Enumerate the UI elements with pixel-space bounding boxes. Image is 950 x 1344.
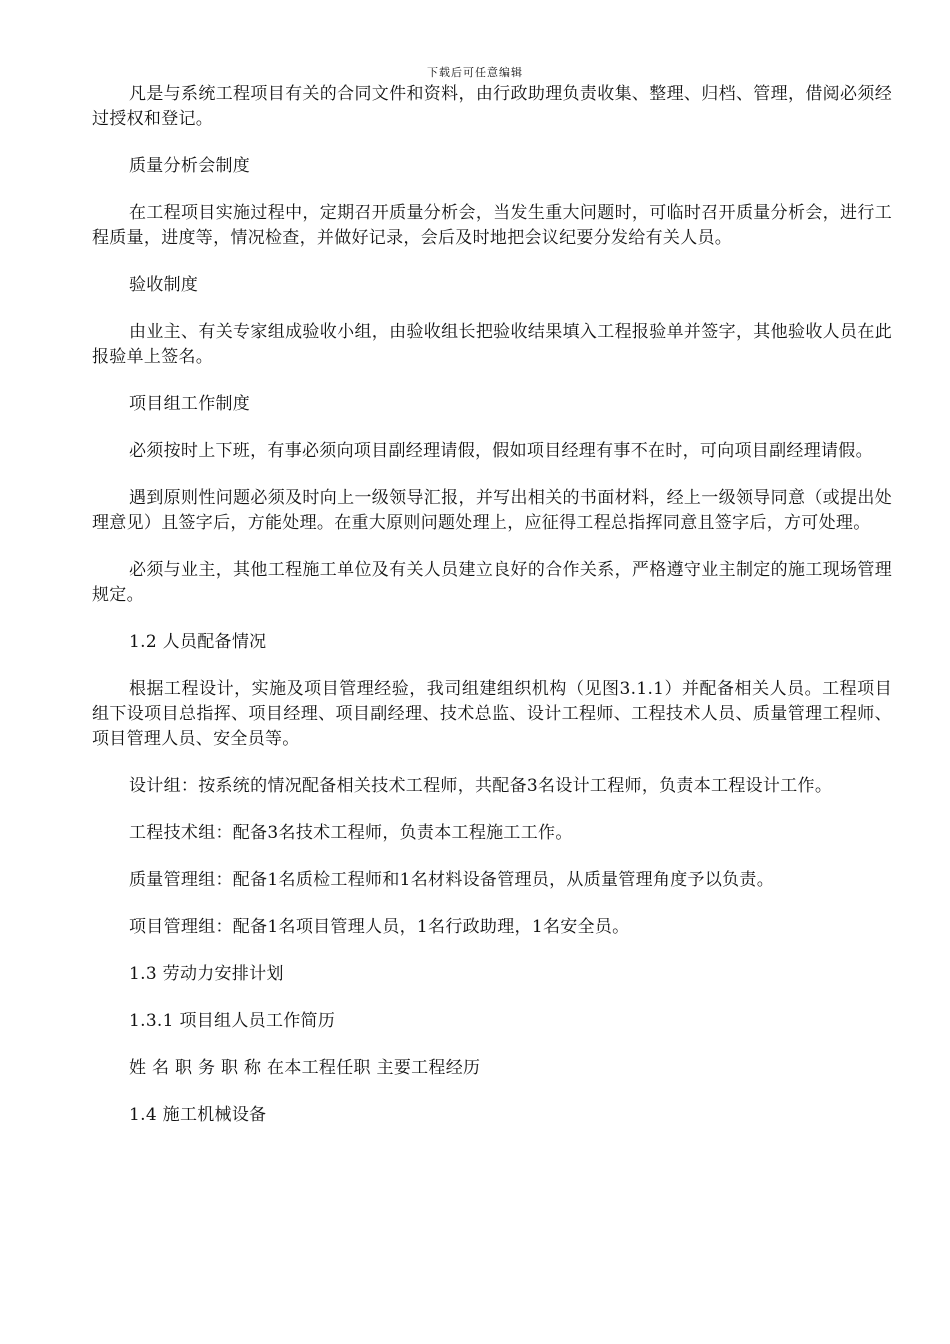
paragraph-organization: 根据工程设计，实施及项目管理经验，我司组建组织机构（见图3.1.1）并配备相关人员。工程项目组下设项目总指挥、项目经理、项目副经理、技术总监、设计工程师、工程技术人员、质量管理工程师、项目管理人员、安全员等。 <box>92 679 892 749</box>
heading-staffing: 1.2 人员配备情况 <box>129 632 267 652</box>
paragraph-escalation: 遇到原则性问题必须及时向上一级领导汇报，并写出相关的书面材料，经上一级领导同意（或提出处理意见）且签字后，方能处理。在重大原则问题处理上，应征得工程总指挥同意且签字后，方可处理。 <box>92 488 892 533</box>
paragraph-engineering-team: 工程技术组：配备3名技术工程师，负责本工程施工工作。 <box>129 823 573 843</box>
paragraph-attendance: 必须按时上下班，有事必须向项目副经理请假，假如项目经理有事不在时，可向项目副经理请假。 <box>129 441 873 461</box>
paragraph-quality-analysis: 在工程项目实施过程中，定期召开质量分析会，当发生重大问题时，可临时召开质量分析会，进行工程质量，进度等，情况检查，并做好记录，会后及时地把会议纪要分发给有关人员。 <box>92 203 892 248</box>
header-note: 下载后可任意编辑 <box>427 66 523 79</box>
heading-acceptance-system: 验收制度 <box>129 275 199 295</box>
table-header-row: 姓 名 职 务 职 称 在本工程任职 主要工程经历 <box>129 1058 481 1078</box>
heading-quality-analysis-meeting: 质量分析会制度 <box>129 156 251 176</box>
paragraph-acceptance: 由业主、有关专家组成验收小组，由验收组长把验收结果填入工程报验单并签字，其他验收人员在此报验单上签名。 <box>92 322 892 367</box>
heading-project-team-rules: 项目组工作制度 <box>129 394 251 414</box>
paragraph-cooperation: 必须与业主，其他工程施工单位及有关人员建立良好的合作关系，严格遵守业主制定的施工现场管理规定。 <box>92 560 892 605</box>
paragraph-contract-documents: 凡是与系统工程项目有关的合同文件和资料，由行政助理负责收集、整理、归档、管理，借阅必须经过授权和登记。 <box>92 84 892 129</box>
document-body <box>92 82 892 1150</box>
heading-staff-resume: 1.3.1 项目组人员工作简历 <box>129 1011 336 1031</box>
paragraph-quality-team: 质量管理组：配备1名质检工程师和1名材料设备管理员，从质量管理角度予以负责。 <box>129 870 775 890</box>
paragraph-design-team: 设计组：按系统的情况配备相关技术工程师，共配备3名设计工程师，负责本工程设计工作。 <box>129 776 833 796</box>
paragraph-management-team: 项目管理组：配备1名项目管理人员，1名行政助理，1名安全员。 <box>129 917 630 937</box>
heading-construction-equipment: 1.4 施工机械设备 <box>129 1105 267 1125</box>
heading-labor-plan: 1.3 劳动力安排计划 <box>129 964 284 984</box>
